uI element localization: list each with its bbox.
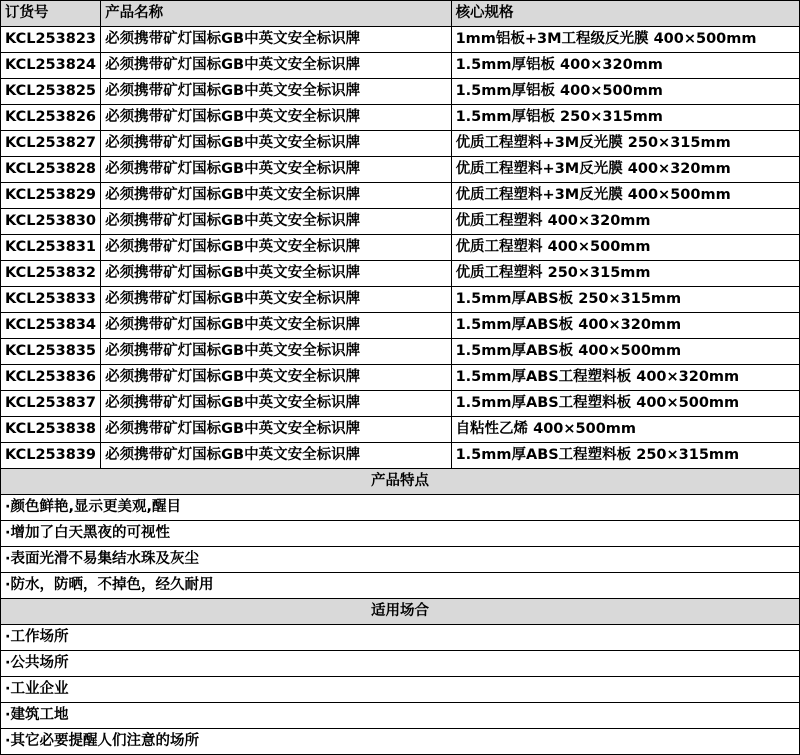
table-body bbox=[1, 27, 800, 755]
feature-item bbox=[1, 547, 800, 573]
feature-item bbox=[1, 521, 800, 547]
column-header-name: 产品名称 bbox=[101, 1, 451, 27]
cell-name: 必须携带矿灯国标GB中英文安全标识牌 bbox=[101, 391, 451, 417]
table-row bbox=[1, 131, 800, 157]
features-title: 产品特点 bbox=[1, 469, 800, 495]
cell-name: 必须携带矿灯国标GB中英文安全标识牌 bbox=[101, 339, 451, 365]
cell-spec: 自粘性乙烯 400×500mm bbox=[451, 417, 799, 443]
cell-name: 必须携带矿灯国标GB中英文安全标识牌 bbox=[101, 443, 451, 469]
column-header-spec: 核心规格 bbox=[451, 1, 799, 27]
scenario-text: ·建筑工地 bbox=[1, 703, 800, 729]
cell-spec: 优质工程塑料 400×500mm bbox=[451, 235, 799, 261]
scenario-item bbox=[1, 625, 800, 651]
scenario-item bbox=[1, 677, 800, 703]
table-row bbox=[1, 183, 800, 209]
cell-name: 必须携带矿灯国标GB中英文安全标识牌 bbox=[101, 417, 451, 443]
table-row bbox=[1, 157, 800, 183]
cell-spec: 优质工程塑料 400×320mm bbox=[451, 209, 799, 235]
scenario-item bbox=[1, 729, 800, 755]
cell-code: KCL253826 bbox=[1, 105, 101, 131]
table-row bbox=[1, 235, 800, 261]
cell-code: KCL253828 bbox=[1, 157, 101, 183]
cell-spec: 1.5mm厚ABS板 400×500mm bbox=[451, 339, 799, 365]
scenario-text: ·工作场所 bbox=[1, 625, 800, 651]
cell-name: 必须携带矿灯国标GB中英文安全标识牌 bbox=[101, 261, 451, 287]
table-row bbox=[1, 209, 800, 235]
cell-spec: 1.5mm厚ABS工程塑料板 250×315mm bbox=[451, 443, 799, 469]
cell-code: KCL253831 bbox=[1, 235, 101, 261]
table-row bbox=[1, 287, 800, 313]
cell-spec: 优质工程塑料 250×315mm bbox=[451, 261, 799, 287]
cell-name: 必须携带矿灯国标GB中英文安全标识牌 bbox=[101, 209, 451, 235]
cell-name: 必须携带矿灯国标GB中英文安全标识牌 bbox=[101, 53, 451, 79]
section-header-features bbox=[1, 469, 800, 495]
scenario-item bbox=[1, 703, 800, 729]
cell-spec: 1.5mm厚铝板 250×315mm bbox=[451, 105, 799, 131]
cell-code: KCL253835 bbox=[1, 339, 101, 365]
cell-spec: 优质工程塑料+3M反光膜 400×320mm bbox=[451, 157, 799, 183]
scenario-item bbox=[1, 651, 800, 677]
scenario-text: ·工业企业 bbox=[1, 677, 800, 703]
feature-text: ·防水，防晒，不掉色，经久耐用 bbox=[1, 573, 800, 599]
feature-text: ·颜色鲜艳,显示更美观,醒目 bbox=[1, 495, 800, 521]
table-row bbox=[1, 261, 800, 287]
table-header-row bbox=[1, 1, 800, 27]
feature-item bbox=[1, 573, 800, 599]
cell-code: KCL253830 bbox=[1, 209, 101, 235]
cell-name: 必须携带矿灯国标GB中英文安全标识牌 bbox=[101, 365, 451, 391]
cell-code: KCL253837 bbox=[1, 391, 101, 417]
cell-name: 必须携带矿灯国标GB中英文安全标识牌 bbox=[101, 313, 451, 339]
cell-name: 必须携带矿灯国标GB中英文安全标识牌 bbox=[101, 79, 451, 105]
cell-name: 必须携带矿灯国标GB中英文安全标识牌 bbox=[101, 27, 451, 53]
cell-spec: 优质工程塑料+3M反光膜 400×500mm bbox=[451, 183, 799, 209]
scenarios-title: 适用场合 bbox=[1, 599, 800, 625]
cell-spec: 优质工程塑料+3M反光膜 250×315mm bbox=[451, 131, 799, 157]
feature-text: ·表面光滑不易集结水珠及灰尘 bbox=[1, 547, 800, 573]
column-header-code: 订货号 bbox=[1, 1, 101, 27]
cell-name: 必须携带矿灯国标GB中英文安全标识牌 bbox=[101, 235, 451, 261]
table-row bbox=[1, 105, 800, 131]
scenario-text: ·其它必要提醒人们注意的场所 bbox=[1, 729, 800, 755]
cell-spec: 1.5mm厚ABS板 250×315mm bbox=[451, 287, 799, 313]
cell-code: KCL253829 bbox=[1, 183, 101, 209]
table-row bbox=[1, 443, 800, 469]
cell-spec: 1.5mm厚ABS工程塑料板 400×320mm bbox=[451, 365, 799, 391]
cell-spec: 1.5mm厚铝板 400×500mm bbox=[451, 79, 799, 105]
feature-text: ·增加了白天黑夜的可视性 bbox=[1, 521, 800, 547]
cell-name: 必须携带矿灯国标GB中英文安全标识牌 bbox=[101, 105, 451, 131]
cell-spec: 1.5mm厚ABS工程塑料板 400×500mm bbox=[451, 391, 799, 417]
cell-code: KCL253833 bbox=[1, 287, 101, 313]
feature-item bbox=[1, 495, 800, 521]
cell-code: KCL253827 bbox=[1, 131, 101, 157]
table-row bbox=[1, 79, 800, 105]
section-header-scenarios bbox=[1, 599, 800, 625]
cell-spec: 1.5mm厚ABS板 400×320mm bbox=[451, 313, 799, 339]
cell-name: 必须携带矿灯国标GB中英文安全标识牌 bbox=[101, 183, 451, 209]
cell-code: KCL253836 bbox=[1, 365, 101, 391]
scenario-text: ·公共场所 bbox=[1, 651, 800, 677]
cell-code: KCL253824 bbox=[1, 53, 101, 79]
cell-code: KCL253832 bbox=[1, 261, 101, 287]
cell-code: KCL253838 bbox=[1, 417, 101, 443]
table-header bbox=[1, 1, 800, 27]
table-row bbox=[1, 313, 800, 339]
table-row bbox=[1, 417, 800, 443]
table-row bbox=[1, 339, 800, 365]
cell-code: KCL253839 bbox=[1, 443, 101, 469]
cell-spec: 1.5mm厚铝板 400×320mm bbox=[451, 53, 799, 79]
cell-name: 必须携带矿灯国标GB中英文安全标识牌 bbox=[101, 157, 451, 183]
table-row bbox=[1, 27, 800, 53]
cell-code: KCL253825 bbox=[1, 79, 101, 105]
cell-spec: 1mm铝板+3M工程级反光膜 400×500mm bbox=[451, 27, 799, 53]
table-row bbox=[1, 391, 800, 417]
table-row bbox=[1, 53, 800, 79]
cell-name: 必须携带矿灯国标GB中英文安全标识牌 bbox=[101, 131, 451, 157]
table-row bbox=[1, 365, 800, 391]
cell-code: KCL253834 bbox=[1, 313, 101, 339]
cell-name: 必须携带矿灯国标GB中英文安全标识牌 bbox=[101, 287, 451, 313]
cell-code: KCL253823 bbox=[1, 27, 101, 53]
